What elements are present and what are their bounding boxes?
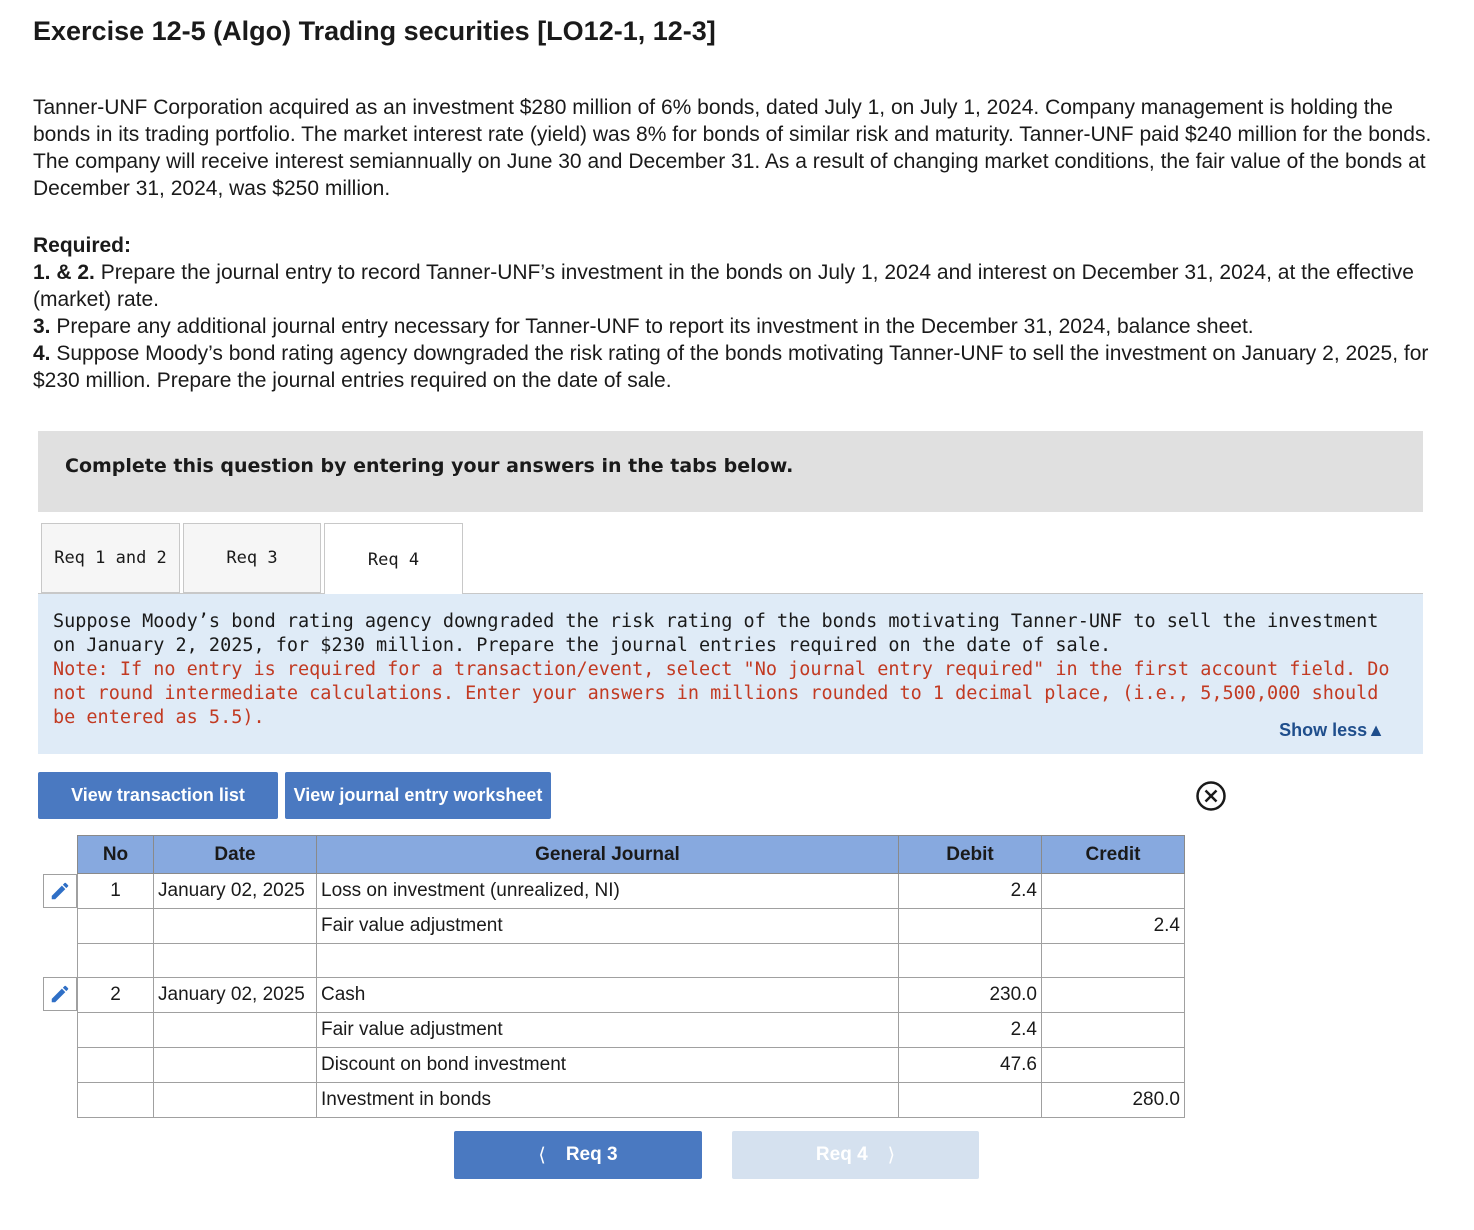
required-heading: Required: (33, 234, 132, 257)
prompt-body: Suppose Moody’s bond rating agency downgraded the risk rating of the bonds motivating Tanner-UNF to sell the investment on January 2, 2025, for $230 million. Prepare the journal entries required on the date of sale. (53, 611, 1379, 656)
cell-account: Discount on bond investment (317, 1047, 899, 1082)
required-item-text: Suppose Moody’s bond rating agency downgraded the risk rating of the bonds motivating Tanner-UNF to sell the investment on January 2, 2025, for $230 million. Prepare the journal entries required on the date of sale. (33, 342, 1429, 392)
required-item-text: Prepare the journal entry to record Tanner-UNF’s investment in the bonds on July 1, 2024 and interest on December 31, 2024, at the effective (market) rate. (33, 261, 1414, 311)
banner-text: Complete this question by entering your answers in the tabs below. (65, 455, 794, 477)
cell-account: Fair value adjustment (317, 1013, 899, 1048)
cell-account: Cash (317, 978, 899, 1013)
cell-no (78, 1013, 154, 1048)
cell-debit (899, 943, 1042, 978)
problem-intro: Tanner-UNF Corporation acquired as an investment $280 million of 6% bonds, dated July 1, on July 1, 2024. Company management is holding the bonds in its trading portfolio. The market interest rate (yield) was 8% for bonds of similar risk and maturity. Tanner-UNF paid $240 million for the bonds. The company will receive interest semiannually on June 30 and December 31. As a result of changing market conditions, the fair value of the bonds at December 31, 2024, was $250 million. (33, 96, 1432, 200)
pencil-icon (49, 983, 71, 1005)
col-header-account: General Journal (317, 836, 899, 874)
prev-req-button[interactable] (454, 1131, 702, 1179)
required-section (33, 232, 1448, 394)
cell-debit: 230.0 (899, 978, 1042, 1013)
journal-header-row (78, 836, 1185, 874)
cell-account: Investment in bonds (317, 1082, 899, 1117)
required-item (33, 313, 1448, 340)
next-req-button[interactable] (732, 1131, 979, 1179)
cell-date (154, 1047, 317, 1082)
edit-entry-2-icon[interactable] (43, 977, 77, 1011)
table-row (78, 908, 1185, 943)
cell-debit: 47.6 (899, 1047, 1042, 1082)
cell-date: January 02, 2025 (154, 874, 317, 909)
table-row (78, 1082, 1185, 1117)
cell-account (317, 943, 899, 978)
cell-debit: 2.4 (899, 1013, 1042, 1048)
cell-date (154, 908, 317, 943)
cell-credit (1042, 978, 1185, 1013)
cell-no: 2 (78, 978, 154, 1013)
tab-req-3[interactable]: Req 3 (183, 523, 321, 593)
cell-debit: 2.4 (899, 874, 1042, 909)
cell-no (78, 1047, 154, 1082)
cell-date: January 02, 2025 (154, 978, 317, 1013)
edit-entry-1-icon[interactable] (43, 874, 77, 908)
next-req-label: Req 4 (815, 1144, 868, 1165)
pencil-icon (49, 880, 71, 902)
cell-credit (1042, 1013, 1185, 1048)
cell-account: Fair value adjustment (317, 908, 899, 943)
table-row (78, 1047, 1185, 1082)
cell-credit (1042, 943, 1185, 978)
chevron-right-icon: ⟩ (887, 1144, 896, 1166)
page-title: Exercise 12-5 (Algo) Trading securities [LO12-1, 12-3] (33, 16, 716, 46)
cell-no (78, 1082, 154, 1117)
required-item-number: 4. (33, 342, 51, 365)
cell-credit (1042, 874, 1185, 909)
required-item-text: Prepare any additional journal entry necessary for Tanner-UNF to report its investment in the December 31, 2024, balance sheet. (50, 315, 1254, 338)
cell-credit (1042, 1047, 1185, 1082)
cell-credit: 280.0 (1042, 1082, 1185, 1117)
col-header-debit: Debit (899, 836, 1042, 874)
cell-date (154, 943, 317, 978)
close-icon[interactable] (1195, 780, 1227, 812)
cell-no (78, 943, 154, 978)
required-item-number: 1. & 2. (33, 261, 95, 284)
cell-debit (899, 908, 1042, 943)
tab-req-4[interactable]: Req 4 (324, 523, 463, 595)
required-item (33, 340, 1448, 394)
journal-table (77, 835, 1185, 1118)
prev-req-label: Req 3 (565, 1144, 618, 1165)
cell-debit (899, 1082, 1042, 1117)
chevron-left-icon: ⟨ (538, 1144, 546, 1166)
cell-date (154, 1082, 317, 1117)
required-item-number: 3. (33, 315, 51, 338)
show-less-link[interactable]: Show less▲ (1279, 720, 1385, 740)
instructions-banner (38, 431, 1423, 512)
view-journal-worksheet-button[interactable]: View journal entry worksheet (285, 772, 551, 819)
question-prompt (38, 594, 1423, 754)
col-header-no: No (78, 836, 154, 874)
cell-date (154, 1013, 317, 1048)
col-header-credit: Credit (1042, 836, 1185, 874)
prompt-text (53, 610, 1403, 730)
table-row (78, 874, 1185, 909)
col-header-date: Date (154, 836, 317, 874)
prompt-note: Note: If no entry is required for a transaction/event, select "No journal entry required" in the first account field. Do not round intermediate calculations. Enter your answers in millions rounded to 1 decimal place, (i.e., 5,500,000 should be entered as 5.5). (53, 659, 1390, 728)
view-transaction-list-button[interactable]: View transaction list (38, 772, 278, 819)
cell-no (78, 908, 154, 943)
table-row (78, 943, 1185, 978)
cell-credit: 2.4 (1042, 908, 1185, 943)
required-item (33, 259, 1448, 313)
tab-req-1-and-2[interactable]: Req 1 and 2 (41, 523, 180, 593)
table-row (78, 978, 1185, 1013)
table-row (78, 1013, 1185, 1048)
cell-account: Loss on investment (unrealized, NI) (317, 874, 899, 909)
cell-no: 1 (78, 874, 154, 909)
